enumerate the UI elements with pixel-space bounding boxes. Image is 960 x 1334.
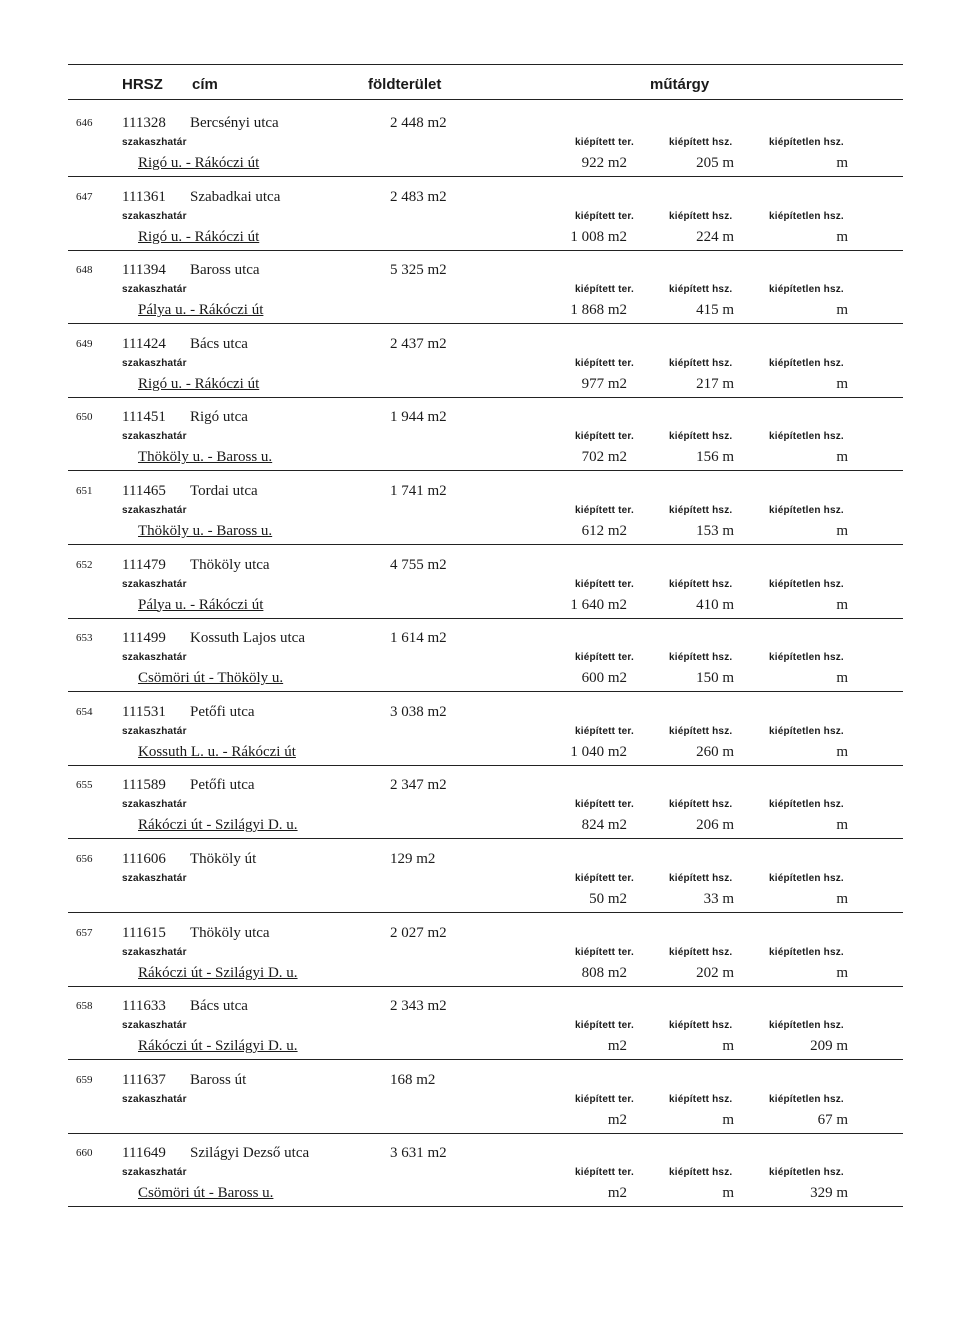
record-row bbox=[0, 998, 960, 1076]
kiepitett-ter-value: m2 bbox=[607, 1038, 627, 1055]
kiepitetlen-hsz-label: kiépítetlen hsz. bbox=[769, 1093, 844, 1105]
row-rule bbox=[68, 765, 903, 766]
land-area: 2 347 m2 bbox=[390, 777, 447, 794]
hrsz-value: 111424 bbox=[122, 335, 166, 352]
kiepitetlen-hsz-value: 67 m bbox=[817, 1111, 848, 1128]
street-name: Baross út bbox=[190, 1071, 247, 1088]
row-rule bbox=[68, 544, 903, 545]
street-name: Szabadkai utca bbox=[190, 188, 281, 205]
record-row bbox=[0, 1145, 960, 1223]
segment-range: Rákóczi út - Szilágyi D. u. bbox=[138, 817, 298, 834]
kiepitett-ter-value: 1 868 m2 bbox=[570, 302, 627, 319]
header-mutargy: műtárgy bbox=[650, 76, 710, 93]
record-number: 646 bbox=[76, 117, 93, 129]
szakaszhatar-label: szakaszhatár bbox=[122, 1093, 187, 1105]
row-rule bbox=[68, 323, 903, 324]
kiepitett-ter-value: 824 m2 bbox=[581, 817, 627, 834]
segment-range: Rigó u. - Rákóczi út bbox=[138, 228, 260, 245]
kiepitetlen-hsz-value: m bbox=[836, 375, 848, 392]
header-hrsz: HRSZ bbox=[122, 76, 163, 93]
kiepitett-hsz-value: 153 m bbox=[696, 523, 734, 539]
kiepitett-hsz-label: kiépített hsz. bbox=[669, 505, 733, 516]
kiepitett-ter-label: kiépített ter. bbox=[575, 505, 634, 516]
hrsz-value: 111637 bbox=[122, 1071, 166, 1088]
record-row bbox=[0, 777, 960, 855]
street-name: Rigó utca bbox=[190, 409, 248, 426]
kiepitett-hsz-value: 202 m bbox=[696, 964, 734, 981]
record-number: 656 bbox=[76, 853, 93, 865]
kiepitett-ter-label: kiépített ter. bbox=[575, 1093, 634, 1105]
kiepitetlen-hsz-value: m bbox=[836, 817, 848, 834]
land-area: 2 448 m2 bbox=[390, 115, 447, 131]
record-number: 653 bbox=[76, 632, 93, 645]
kiepitett-ter-label: kiépített ter. bbox=[575, 946, 634, 958]
land-area: 1 741 m2 bbox=[390, 483, 447, 499]
kiepitett-hsz-value: 224 m bbox=[696, 228, 734, 245]
kiepitett-ter-value: m2 bbox=[607, 1185, 627, 1202]
segment-range: Thököly u. - Baross u. bbox=[138, 523, 273, 539]
kiepitetlen-hsz-value: 209 m bbox=[810, 1038, 848, 1055]
kiepitett-ter-value: 612 m2 bbox=[581, 523, 627, 539]
row-rule bbox=[68, 838, 903, 839]
kiepitett-hsz-label: kiépített hsz. bbox=[669, 357, 733, 369]
record-row bbox=[0, 924, 960, 1003]
kiepitett-ter-label: kiépített ter. bbox=[575, 799, 634, 811]
row-rule bbox=[68, 986, 903, 987]
kiepitetlen-hsz-label: kiépítetlen hsz. bbox=[769, 137, 844, 148]
record-number: 659 bbox=[76, 1073, 93, 1086]
kiepitett-ter-label: kiépített ter. bbox=[575, 725, 634, 737]
land-area: 2 027 m2 bbox=[390, 924, 447, 941]
szakaszhatar-label: szakaszhatár bbox=[122, 284, 187, 296]
hrsz-value: 111589 bbox=[122, 777, 166, 794]
land-area: 1 614 m2 bbox=[390, 630, 447, 647]
record-number: 650 bbox=[76, 411, 93, 424]
row-rule bbox=[68, 250, 903, 251]
kiepitett-hsz-label: kiépített hsz. bbox=[669, 725, 733, 737]
kiepitetlen-hsz-value: m bbox=[836, 449, 848, 466]
kiepitett-hsz-value: 415 m bbox=[696, 302, 734, 319]
record-number: 658 bbox=[76, 1000, 93, 1013]
street-name: Thököly utca bbox=[190, 924, 270, 941]
kiepitetlen-hsz-label: kiépítetlen hsz. bbox=[769, 357, 844, 369]
row-rule bbox=[68, 470, 903, 471]
hrsz-value: 111479 bbox=[122, 556, 166, 573]
kiepitett-ter-value: 1 040 m2 bbox=[570, 743, 627, 760]
kiepitetlen-hsz-label: kiépítetlen hsz. bbox=[769, 1020, 844, 1032]
szakaszhatar-label: szakaszhatár bbox=[122, 873, 187, 884]
record-number: 649 bbox=[76, 337, 93, 350]
kiepitett-ter-label: kiépített ter. bbox=[575, 284, 634, 296]
kiepitett-hsz-label: kiépített hsz. bbox=[669, 1093, 733, 1105]
street-name: Szilágyi Dezső utca bbox=[190, 1145, 310, 1162]
land-area: 4 755 m2 bbox=[390, 556, 447, 573]
hrsz-value: 111606 bbox=[122, 851, 166, 867]
street-name: Bács utca bbox=[190, 335, 248, 352]
hrsz-value: 111615 bbox=[122, 924, 166, 941]
record-row bbox=[0, 851, 960, 929]
land-area: 5 325 m2 bbox=[390, 262, 447, 279]
land-area: 1 944 m2 bbox=[390, 409, 447, 426]
segment-range: Thököly u. - Baross u. bbox=[138, 449, 273, 466]
kiepitetlen-hsz-label: kiépítetlen hsz. bbox=[769, 799, 844, 811]
szakaszhatar-label: szakaszhatár bbox=[122, 431, 187, 443]
header-foldterulet: földterület bbox=[368, 76, 442, 93]
kiepitetlen-hsz-label: kiépítetlen hsz. bbox=[769, 652, 844, 664]
kiepitett-hsz-label: kiépített hsz. bbox=[669, 799, 733, 811]
kiepitett-hsz-value: m bbox=[722, 1038, 734, 1055]
row-rule bbox=[68, 618, 903, 619]
street-name: Baross utca bbox=[190, 262, 260, 279]
kiepitetlen-hsz-label: kiépítetlen hsz. bbox=[769, 284, 844, 296]
record-number: 660 bbox=[76, 1147, 93, 1160]
segment-range: Pálya u. - Rákóczi út bbox=[138, 302, 264, 319]
segment-range: Rákóczi út - Szilágyi D. u. bbox=[138, 1038, 298, 1055]
street-name: Bercsényi utca bbox=[190, 115, 279, 131]
kiepitett-ter-value: 702 m2 bbox=[581, 449, 627, 466]
kiepitett-hsz-value: 33 m bbox=[703, 891, 734, 907]
kiepitetlen-hsz-label: kiépítetlen hsz. bbox=[769, 725, 844, 737]
record-number: 652 bbox=[76, 558, 93, 571]
kiepitett-hsz-label: kiépített hsz. bbox=[669, 431, 733, 443]
kiepitett-ter-label: kiépített ter. bbox=[575, 578, 634, 590]
segment-range: Kossuth L. u. - Rákóczi út bbox=[138, 743, 296, 760]
segment-range: Rigó u. - Rákóczi út bbox=[138, 155, 260, 171]
kiepitett-hsz-label: kiépített hsz. bbox=[669, 284, 733, 296]
kiepitett-hsz-value: m bbox=[722, 1111, 734, 1128]
land-area: 3 038 m2 bbox=[390, 703, 447, 720]
kiepitett-ter-label: kiépített ter. bbox=[575, 652, 634, 664]
szakaszhatar-label: szakaszhatár bbox=[122, 505, 187, 516]
record-row bbox=[0, 1071, 960, 1150]
row-rule bbox=[68, 912, 903, 913]
kiepitett-ter-value: 977 m2 bbox=[581, 375, 627, 392]
kiepitetlen-hsz-label: kiépítetlen hsz. bbox=[769, 946, 844, 958]
hrsz-value: 111531 bbox=[122, 703, 166, 720]
record-row bbox=[0, 335, 960, 414]
szakaszhatar-label: szakaszhatár bbox=[122, 210, 187, 222]
record-row bbox=[0, 703, 960, 782]
land-area: 2 343 m2 bbox=[390, 998, 447, 1015]
record-number: 654 bbox=[76, 705, 93, 718]
kiepitetlen-hsz-value: m bbox=[836, 743, 848, 760]
row-rule bbox=[68, 1206, 903, 1207]
record-number: 648 bbox=[76, 264, 93, 277]
street-name: Tordai utca bbox=[190, 483, 258, 499]
hrsz-value: 111361 bbox=[122, 188, 166, 205]
land-area: 168 m2 bbox=[390, 1071, 436, 1088]
record-row bbox=[0, 115, 960, 193]
record-number: 647 bbox=[76, 190, 93, 203]
kiepitett-ter-value: 1 008 m2 bbox=[570, 228, 627, 245]
kiepitett-hsz-label: kiépített hsz. bbox=[669, 137, 733, 148]
kiepitett-hsz-value: 206 m bbox=[696, 817, 734, 834]
kiepitett-ter-label: kiépített ter. bbox=[575, 210, 634, 222]
szakaszhatar-label: szakaszhatár bbox=[122, 799, 187, 811]
kiepitetlen-hsz-label: kiépítetlen hsz. bbox=[769, 210, 844, 222]
hrsz-value: 111465 bbox=[122, 483, 166, 499]
kiepitett-hsz-label: kiépített hsz. bbox=[669, 946, 733, 958]
kiepitett-ter-value: 808 m2 bbox=[581, 964, 627, 981]
street-name: Thököly utca bbox=[190, 556, 270, 573]
row-rule bbox=[68, 1133, 903, 1134]
record-row bbox=[0, 630, 960, 708]
kiepitett-hsz-label: kiépített hsz. bbox=[669, 873, 733, 884]
record-number: 657 bbox=[76, 926, 93, 939]
kiepitett-hsz-value: 156 m bbox=[696, 449, 734, 466]
kiepitett-hsz-value: 205 m bbox=[696, 155, 734, 171]
hrsz-value: 111394 bbox=[122, 262, 166, 279]
kiepitetlen-hsz-value: m bbox=[836, 964, 848, 981]
kiepitett-hsz-label: kiépített hsz. bbox=[669, 210, 733, 222]
kiepitett-hsz-value: 150 m bbox=[696, 670, 734, 687]
kiepitett-hsz-label: kiépített hsz. bbox=[669, 1020, 733, 1032]
kiepitetlen-hsz-value: m bbox=[836, 523, 848, 539]
segment-range: Pálya u. - Rákóczi út bbox=[138, 596, 264, 613]
kiepitett-hsz-label: kiépített hsz. bbox=[669, 652, 733, 664]
szakaszhatar-label: szakaszhatár bbox=[122, 652, 187, 664]
kiepitetlen-hsz-label: kiépítetlen hsz. bbox=[769, 578, 844, 590]
kiepitett-ter-label: kiépített ter. bbox=[575, 1167, 634, 1179]
kiepitett-hsz-value: 260 m bbox=[696, 743, 734, 760]
land-area: 2 437 m2 bbox=[390, 335, 447, 352]
szakaszhatar-label: szakaszhatár bbox=[122, 137, 187, 148]
street-name: Bács utca bbox=[190, 998, 248, 1015]
header-cim: cím bbox=[192, 76, 218, 93]
hrsz-value: 111328 bbox=[122, 115, 166, 131]
kiepitett-ter-value: 1 640 m2 bbox=[570, 596, 627, 613]
kiepitett-ter-value: m2 bbox=[607, 1111, 627, 1128]
kiepitett-ter-label: kiépített ter. bbox=[575, 1020, 634, 1032]
kiepitett-hsz-value: 217 m bbox=[696, 375, 734, 392]
kiepitett-ter-label: kiépített ter. bbox=[575, 137, 634, 148]
kiepitetlen-hsz-value: m bbox=[836, 155, 848, 171]
record-row bbox=[0, 262, 960, 340]
szakaszhatar-label: szakaszhatár bbox=[122, 1167, 187, 1179]
szakaszhatar-label: szakaszhatár bbox=[122, 357, 187, 369]
szakaszhatar-label: szakaszhatár bbox=[122, 946, 187, 958]
row-rule bbox=[68, 1059, 903, 1060]
record-row bbox=[0, 188, 960, 267]
header-rule bbox=[68, 99, 903, 100]
kiepitetlen-hsz-label: kiépítetlen hsz. bbox=[769, 505, 844, 516]
row-rule bbox=[68, 176, 903, 177]
kiepitetlen-hsz-label: kiépítetlen hsz. bbox=[769, 1167, 844, 1179]
hrsz-value: 111649 bbox=[122, 1145, 166, 1162]
record-number: 651 bbox=[76, 485, 93, 497]
kiepitett-hsz-label: kiépített hsz. bbox=[669, 1167, 733, 1179]
kiepitett-hsz-value: m bbox=[722, 1185, 734, 1202]
record-row bbox=[0, 556, 960, 635]
street-name: Kossuth Lajos utca bbox=[190, 630, 305, 647]
segment-range: Csömöri út - Thököly u. bbox=[138, 670, 284, 687]
kiepitetlen-hsz-value: m bbox=[836, 228, 848, 245]
row-rule bbox=[68, 397, 903, 398]
segment-range: Csömöri út - Baross u. bbox=[138, 1185, 274, 1202]
kiepitetlen-hsz-value: m bbox=[836, 670, 848, 687]
szakaszhatar-label: szakaszhatár bbox=[122, 725, 187, 737]
kiepitetlen-hsz-label: kiépítetlen hsz. bbox=[769, 431, 844, 443]
record-row bbox=[0, 483, 960, 561]
kiepitetlen-hsz-label: kiépítetlen hsz. bbox=[769, 873, 844, 884]
record-number: 655 bbox=[76, 779, 93, 792]
land-area: 3 631 m2 bbox=[390, 1145, 447, 1162]
hrsz-value: 111633 bbox=[122, 998, 166, 1015]
kiepitett-ter-label: kiépített ter. bbox=[575, 873, 634, 884]
hrsz-value: 111499 bbox=[122, 630, 166, 647]
segment-range: Rákóczi út - Szilágyi D. u. bbox=[138, 964, 298, 981]
kiepitett-ter-value: 922 m2 bbox=[581, 155, 627, 171]
szakaszhatar-label: szakaszhatár bbox=[122, 1020, 187, 1032]
kiepitett-ter-value: 600 m2 bbox=[581, 670, 627, 687]
hrsz-value: 111451 bbox=[122, 409, 166, 426]
top-rule bbox=[68, 64, 903, 65]
row-rule bbox=[68, 691, 903, 692]
kiepitetlen-hsz-value: m bbox=[836, 891, 848, 907]
street-name: Petőfi utca bbox=[190, 703, 255, 720]
kiepitetlen-hsz-value: m bbox=[836, 302, 848, 319]
land-area: 129 m2 bbox=[390, 851, 436, 867]
street-name: Petőfi utca bbox=[190, 777, 255, 794]
kiepitett-ter-label: kiépített ter. bbox=[575, 431, 634, 443]
kiepitetlen-hsz-value: 329 m bbox=[810, 1185, 848, 1202]
segment-range: Rigó u. - Rákóczi út bbox=[138, 375, 260, 392]
kiepitett-ter-label: kiépített ter. bbox=[575, 357, 634, 369]
kiepitetlen-hsz-value: m bbox=[836, 596, 848, 613]
kiepitett-hsz-value: 410 m bbox=[696, 596, 734, 613]
kiepitett-hsz-label: kiépített hsz. bbox=[669, 578, 733, 590]
szakaszhatar-label: szakaszhatár bbox=[122, 578, 187, 590]
land-area: 2 483 m2 bbox=[390, 188, 447, 205]
kiepitett-ter-value: 50 m2 bbox=[589, 891, 627, 907]
street-name: Thököly út bbox=[190, 851, 257, 867]
record-row bbox=[0, 409, 960, 487]
